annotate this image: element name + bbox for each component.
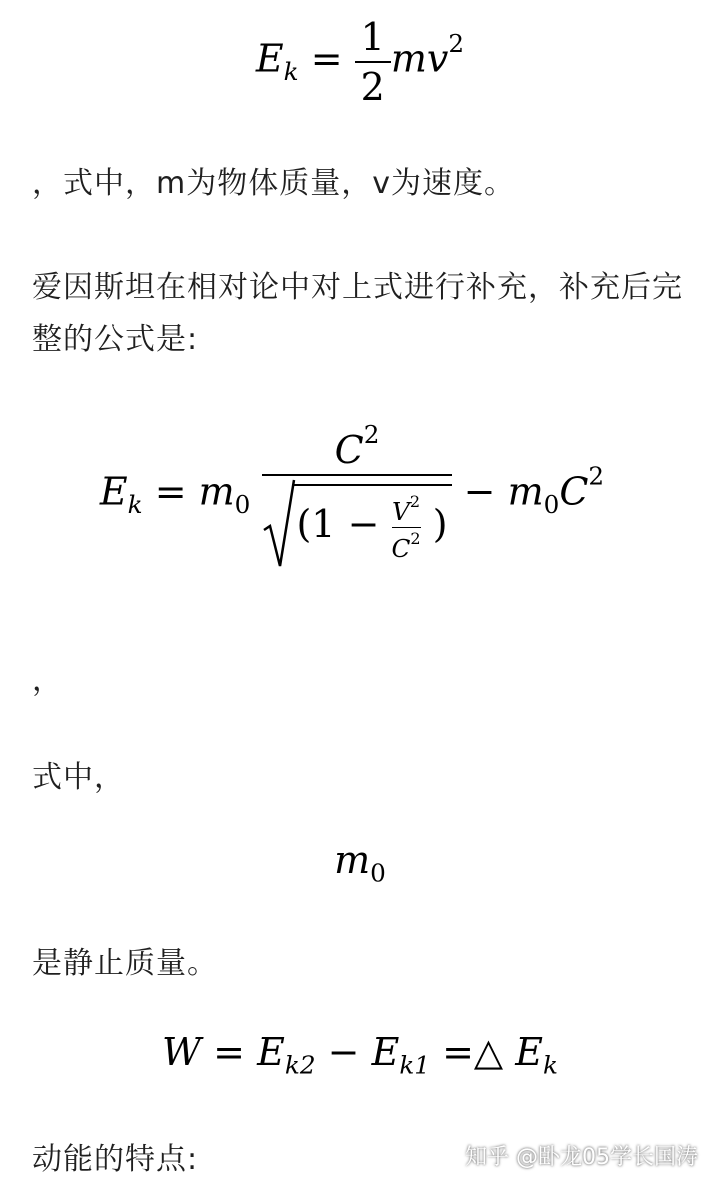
formula4-sub-k: k bbox=[543, 1050, 558, 1080]
formula2-C2-exp: 2 bbox=[588, 461, 605, 491]
formula4-eq-delta: =△ bbox=[442, 1030, 504, 1074]
formula1-sub: k bbox=[283, 57, 299, 87]
formula2-m-sub: 0 bbox=[234, 490, 251, 520]
paragraph-4: 式中， bbox=[32, 760, 125, 795]
formula2-inner-num bbox=[392, 492, 421, 526]
formula4-E2: E bbox=[371, 1030, 400, 1074]
formula1-fraction bbox=[355, 15, 391, 109]
formula-work-energy bbox=[0, 1030, 720, 1080]
formula1-exp: 2 bbox=[448, 28, 465, 58]
formula2-inner-V-exp: 2 bbox=[409, 492, 421, 512]
paragraph-2: 爱因斯坦在相对论中对上式进行补充，补充后完整的公式是: bbox=[32, 270, 683, 357]
formula2-fraction bbox=[262, 420, 451, 570]
watermark: 知乎 @卧龙05学长国涛 bbox=[465, 1145, 698, 1170]
formula4-eq: = bbox=[213, 1030, 246, 1074]
formula2-numerator bbox=[262, 420, 451, 472]
formula2-m: m bbox=[198, 469, 235, 514]
formula2-one: (1 − bbox=[296, 502, 380, 547]
formula2-denominator bbox=[262, 478, 451, 570]
formula-kinetic-energy bbox=[0, 15, 720, 109]
formula2-inner-den bbox=[392, 529, 421, 563]
fraction-bar bbox=[355, 61, 391, 63]
formula2-C2: C bbox=[559, 469, 589, 514]
paragraph-5: 是静止质量。 bbox=[32, 946, 218, 981]
paragraph-3: ， bbox=[32, 663, 63, 698]
sqrt-icon bbox=[262, 478, 296, 570]
formula2-inner-C-exp: 2 bbox=[410, 529, 421, 549]
formula4-sub2: k2 bbox=[284, 1050, 316, 1080]
formula3-m-sub: 0 bbox=[370, 858, 386, 888]
formula1-m: m bbox=[390, 36, 427, 81]
formula-relativistic-energy bbox=[0, 420, 712, 570]
formula2-minus: − bbox=[463, 469, 496, 514]
formula4-W: W bbox=[162, 1030, 202, 1074]
fraction-bar bbox=[392, 527, 421, 528]
formula2-m2-sub: 0 bbox=[543, 490, 560, 520]
paragraph-6: 动能的特点: bbox=[32, 1142, 199, 1177]
formula4-minus: − bbox=[327, 1030, 360, 1074]
paragraph-1: ，式中，m为物体质量，v为速度。 bbox=[32, 166, 515, 201]
formula3-m: m bbox=[334, 838, 371, 882]
fraction-bar bbox=[262, 474, 451, 476]
formula1-eq: = bbox=[310, 36, 343, 81]
formula4-sub1: k1 bbox=[399, 1050, 430, 1080]
formula2-inner-C: C bbox=[391, 534, 411, 564]
formula2-E-sub: k bbox=[127, 490, 143, 520]
formula2-inner-fraction bbox=[392, 492, 421, 563]
formula2-num-C: C bbox=[334, 427, 364, 472]
formula4-E1: E bbox=[257, 1030, 285, 1074]
formula1-den: 2 bbox=[360, 65, 385, 109]
formula4-E3: E bbox=[515, 1030, 543, 1074]
formula2-inner-V: V bbox=[392, 497, 410, 527]
formula2-E: E bbox=[99, 469, 128, 514]
formula1-E: E bbox=[255, 36, 284, 81]
formula1-num: 1 bbox=[360, 15, 385, 59]
formula2-close: ) bbox=[432, 502, 448, 547]
formula-rest-mass bbox=[0, 838, 720, 888]
formula2-num-exp: 2 bbox=[363, 420, 380, 449]
formula2-eq: = bbox=[154, 469, 187, 514]
formula2-m2: m bbox=[507, 469, 544, 514]
formula1-v: v bbox=[426, 36, 449, 81]
